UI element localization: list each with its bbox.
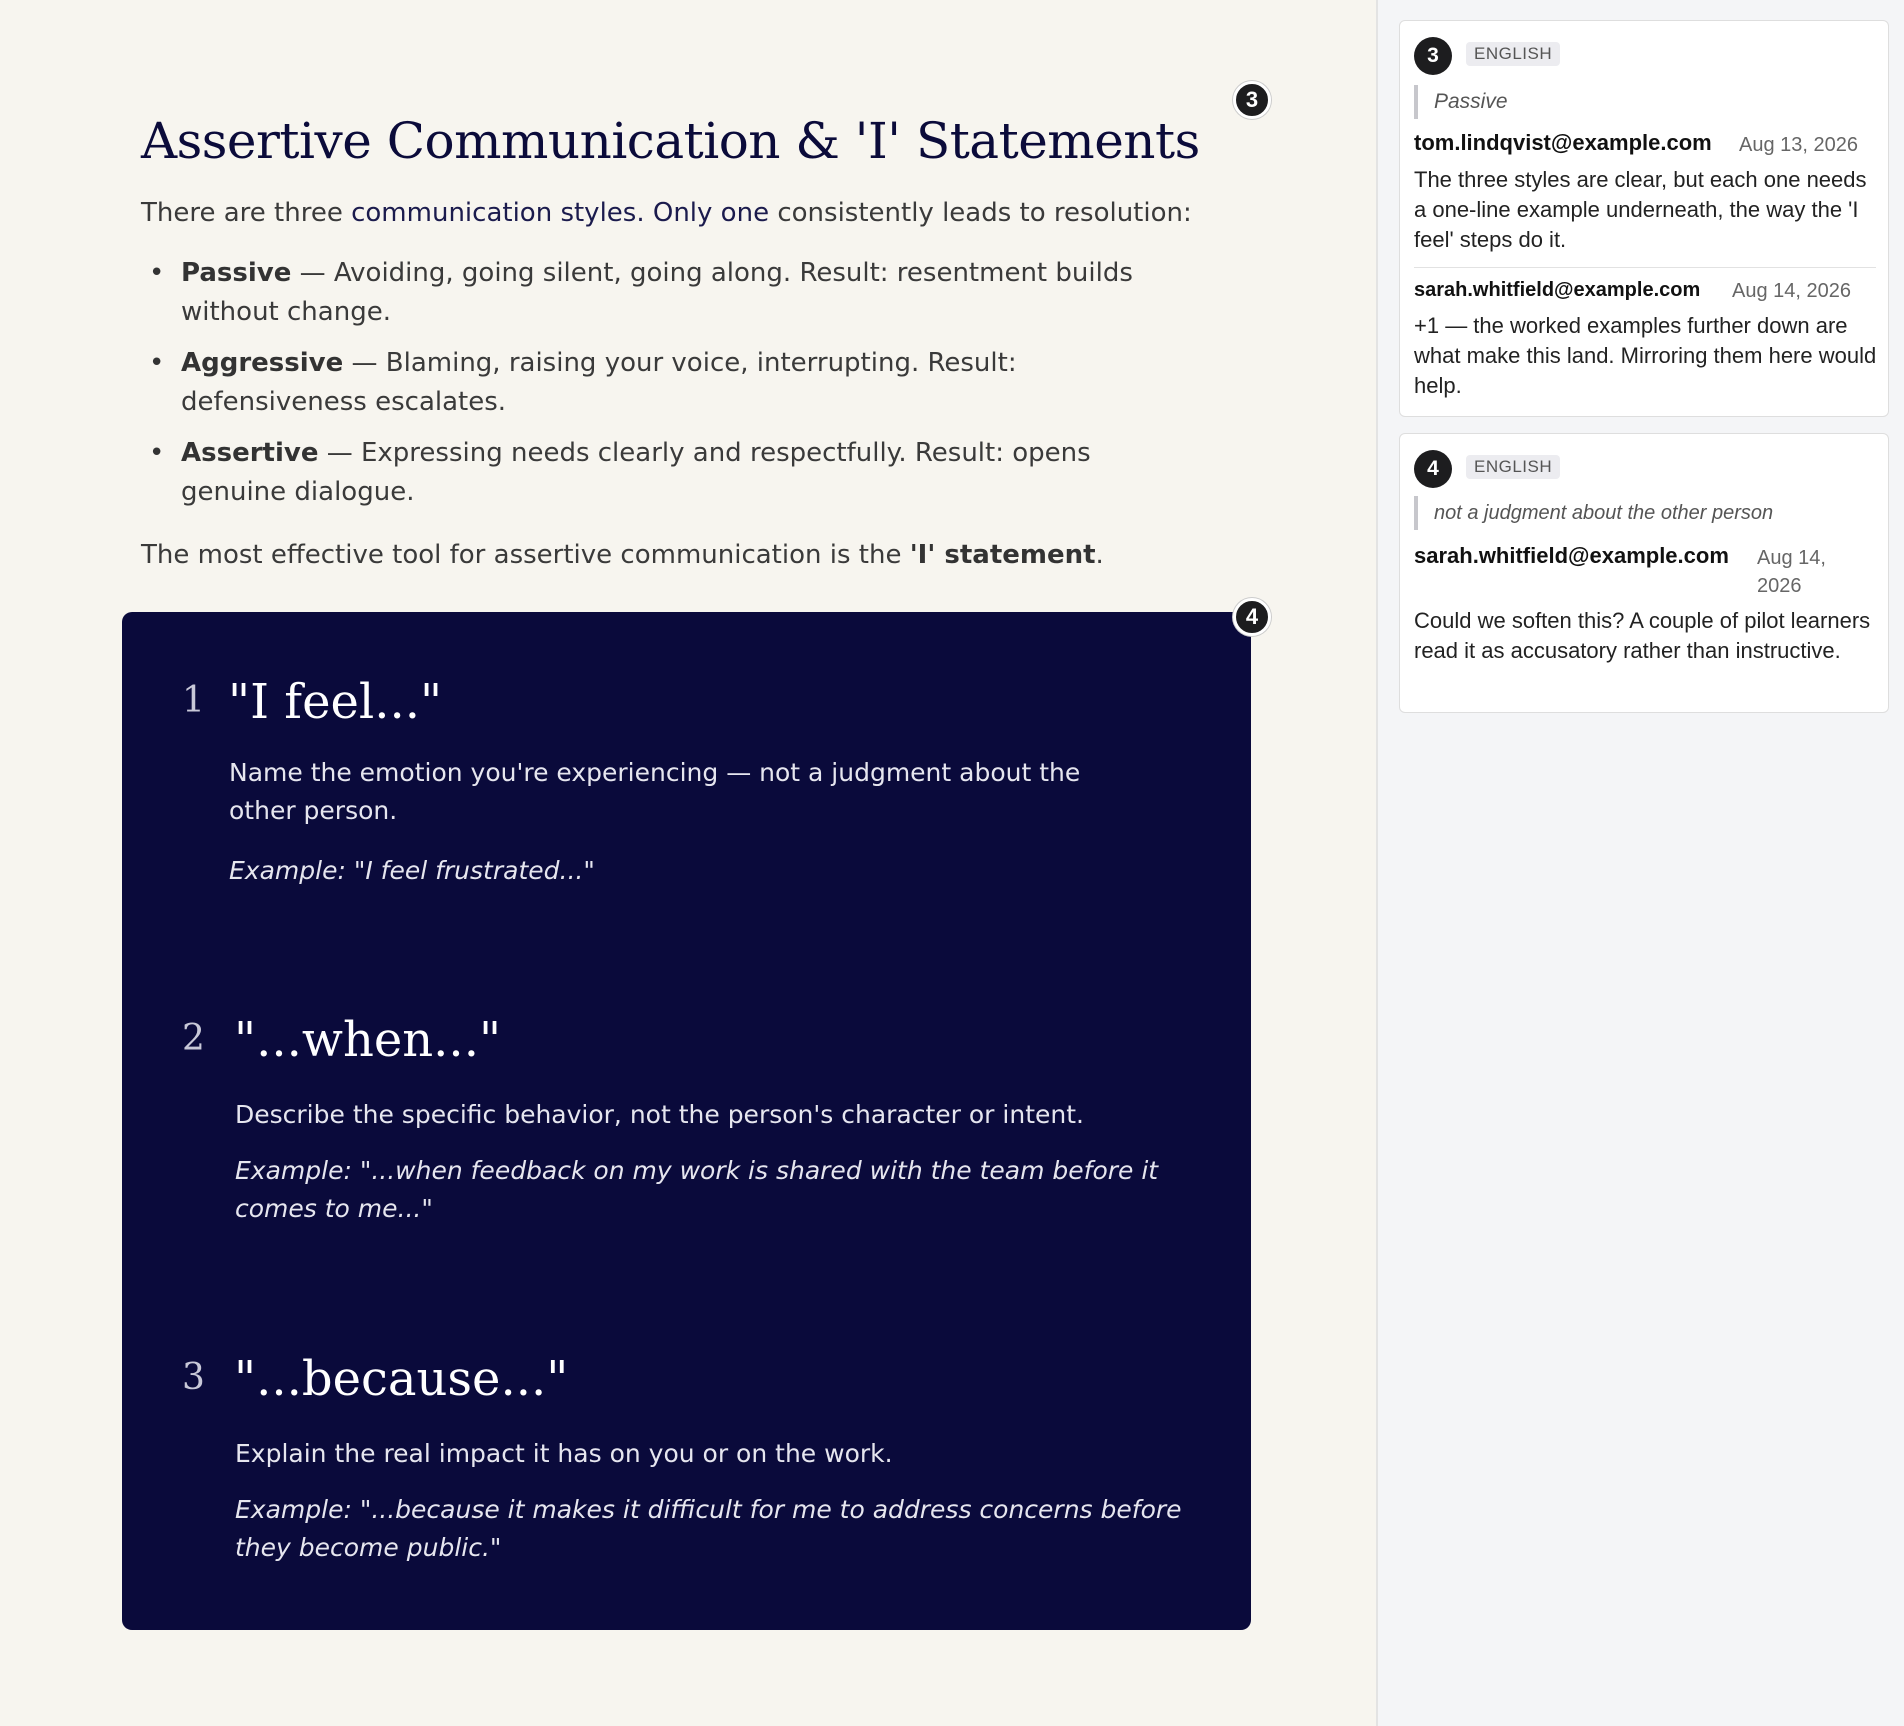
step-number: 2: [182, 1018, 205, 1059]
list-item: • Passive — Avoiding, going silent, going along. Result: resentment builds without change.: [141, 254, 1201, 332]
tool-paragraph: The most effective tool for assertive communication is the 'I' statement.: [141, 540, 1104, 570]
quoted-text: Passive: [1414, 85, 1508, 119]
comment-thread-4[interactable]: [1399, 433, 1889, 713]
i-statement-steps-panel: [122, 612, 1251, 1630]
step-description: Describe the specific behavior, not the person's character or intent.: [235, 1100, 1084, 1129]
comment-marker-4[interactable]: 4: [1233, 598, 1271, 636]
communication-styles-list: [141, 254, 1201, 524]
quoted-text: not a judgment about the other person: [1414, 496, 1773, 530]
step-heading: "...because...": [234, 1351, 569, 1407]
step-example: Example: "...because it makes it difficult for me to address concerns before they become public.": [235, 1495, 1182, 1562]
comment-body: +1 — the worked examples further down are what make this land. Mirroring them here would help.: [1414, 313, 1877, 398]
intro-paragraph: There are three communication styles. Only one consistently leads to resolution:: [141, 198, 1192, 228]
comment-body: The three styles are clear, but each one needs a one-line example underneath, the way the 'I feel' steps do it.: [1414, 167, 1867, 252]
step-example: Example: "I feel frustrated...": [229, 856, 595, 885]
comment-thread-3[interactable]: [1399, 20, 1889, 417]
comment-date: Aug 14, 2026: [1732, 280, 1851, 302]
page-title: Assertive Communication & 'I' Statements: [141, 112, 1200, 170]
step-heading: "I feel...": [228, 674, 443, 730]
language-tag: ENGLISH: [1466, 42, 1560, 66]
list-item: • Aggressive — Blaming, raising your voice, interrupting. Result: defensiveness escalates.: [141, 344, 1201, 422]
step-description: Explain the real impact it has on you or on the work.: [235, 1439, 893, 1468]
reply-divider: [1414, 267, 1876, 268]
comment-body: Could we soften this? A couple of pilot learners read it as accusatory rather than instructive.: [1414, 608, 1871, 663]
step-example: Example: "...when feedback on my work is shared with the team before it comes to me...": [235, 1156, 1159, 1223]
step-number: 3: [182, 1357, 205, 1398]
commented-text[interactable]: communication styles. Only one: [351, 198, 770, 228]
step-heading: "...when...": [234, 1012, 502, 1068]
comment-date: Aug 14, 2026: [1757, 547, 1826, 597]
comment-author: sarah.whitfield@example.com: [1414, 279, 1701, 301]
thread-badge: 3: [1414, 37, 1452, 75]
thread-badge: 4: [1414, 450, 1452, 488]
list-item: • Assertive — Expressing needs clearly and respectfully. Result: opens genuine dialogue.: [141, 434, 1201, 512]
comment-marker-3[interactable]: 3: [1233, 81, 1271, 119]
comment-author: sarah.whitfield@example.com: [1414, 543, 1729, 568]
comment-author: tom.lindqvist@example.com: [1414, 130, 1712, 155]
step-description: Name the emotion you're experiencing — not a judgment about the other person.: [229, 758, 1081, 825]
comment-date: Aug 13, 2026: [1739, 134, 1858, 156]
language-tag: ENGLISH: [1466, 455, 1560, 479]
step-number: 1: [182, 680, 205, 721]
